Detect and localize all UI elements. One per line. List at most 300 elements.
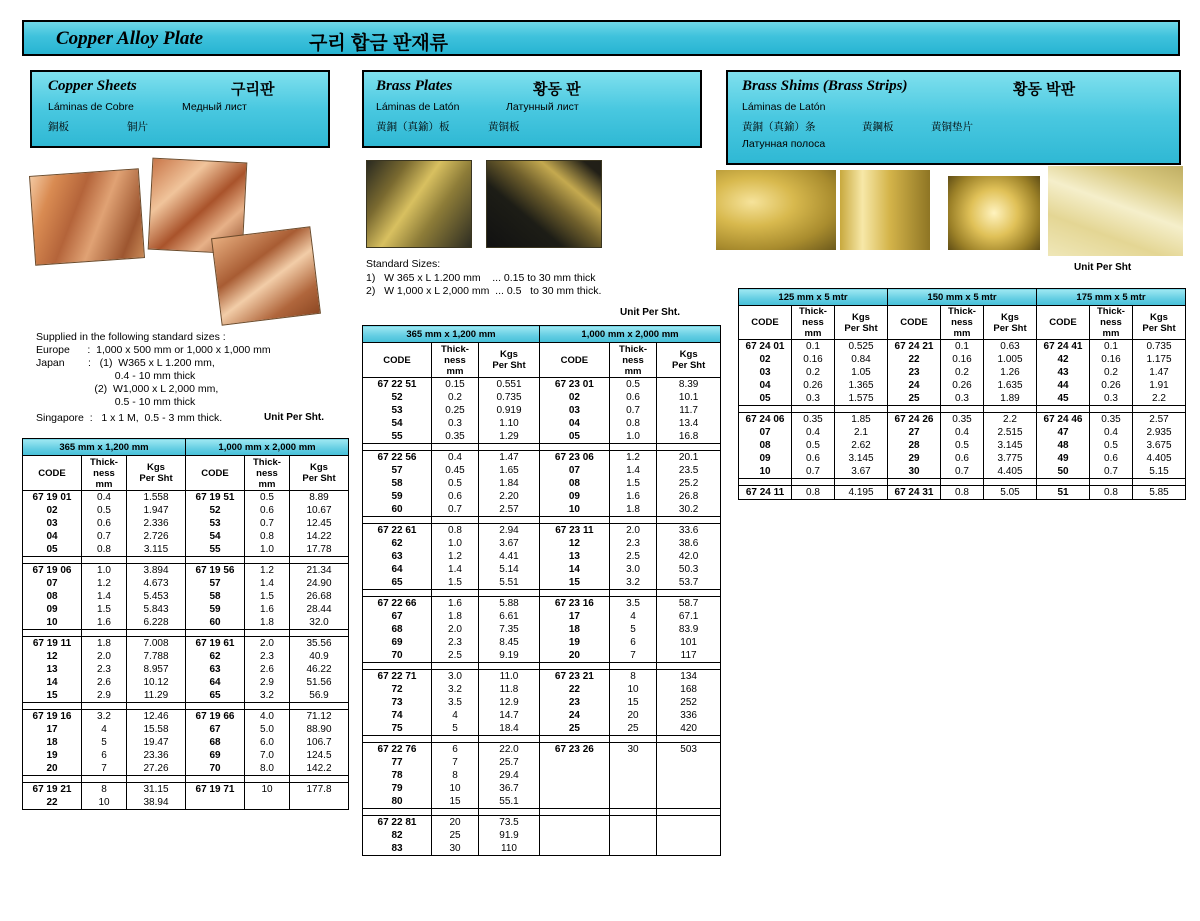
table-cell: 02: [739, 353, 792, 366]
shims-group-header-2: 175 mm x 5 mtr: [1037, 289, 1186, 306]
table-cell: 8: [609, 670, 657, 684]
brass-col-thickness-1: Thick- ness mm: [432, 343, 479, 378]
table-cell: 1.005: [984, 353, 1037, 366]
table-cell: 0.6: [245, 504, 290, 517]
table-cell: 13: [540, 550, 610, 563]
table-row: [363, 391, 721, 404]
table-cell: 42: [1037, 353, 1090, 366]
table-cell: 1.175: [1133, 353, 1186, 366]
table-cell: 67 19 21: [23, 783, 82, 797]
shims-col-thickness-1: Thick- ness mm: [792, 306, 835, 340]
table-cell: 2.5: [609, 550, 657, 563]
table-row: [363, 576, 721, 590]
table-cell: 0.5: [792, 439, 835, 452]
brass-group-header-0: 365 mm x 1,200 mm: [363, 326, 540, 343]
table-cell: 0.25: [432, 404, 479, 417]
table-cell: 0.1: [1090, 340, 1133, 354]
spacer-cell: [739, 479, 792, 486]
table-cell: 30: [432, 842, 479, 856]
table-cell: 14.22: [290, 530, 349, 543]
table-cell: 67 22 51: [363, 378, 432, 392]
page-title-bar: [22, 20, 1180, 56]
table-cell: 67 24 11: [739, 486, 792, 500]
table-cell: 0.5: [1090, 439, 1133, 452]
table-cell: 7: [432, 756, 479, 769]
brass-plates-table: [362, 325, 721, 856]
table-cell: 2.3: [432, 636, 479, 649]
table-row: [739, 366, 1186, 379]
table-cell: [657, 782, 721, 795]
table-cell: 26.68: [290, 590, 349, 603]
table-row: [363, 709, 721, 722]
spacer-cell: [127, 557, 186, 564]
table-cell: 51.56: [290, 676, 349, 689]
table-cell: 3.67: [479, 537, 540, 550]
table-cell: 2.0: [82, 650, 127, 663]
spacer-cell: [835, 406, 888, 413]
spacer-cell: [540, 444, 610, 451]
table-cell: 22: [23, 796, 82, 810]
table-cell: 59: [186, 603, 245, 616]
table-cell: 8.0: [245, 762, 290, 776]
table-cell: 67 22 71: [363, 670, 432, 684]
table-cell: 63: [186, 663, 245, 676]
table-cell: 02: [23, 504, 82, 517]
table-group-spacer: [23, 630, 349, 637]
shims-col-kgs-3: Kgs Per Sht: [1133, 306, 1186, 340]
table-cell: 08: [739, 439, 792, 452]
shims-col-code-2: CODE: [888, 306, 941, 340]
table-cell: 2.3: [82, 663, 127, 676]
table-cell: 11.7: [657, 404, 721, 417]
table-cell: 1.0: [609, 430, 657, 444]
table-cell: 0.551: [479, 378, 540, 392]
table-cell: 25: [432, 829, 479, 842]
table-cell: 47: [1037, 426, 1090, 439]
table-cell: 10.12: [127, 676, 186, 689]
table-cell: 48: [1037, 439, 1090, 452]
table-cell: 18: [23, 736, 82, 749]
photo-brass-shim-sheets: [1048, 166, 1183, 256]
spacer-cell: [290, 557, 349, 564]
brass-col-kgs-1: Kgs Per Sht: [479, 343, 540, 378]
spacer-cell: [657, 590, 721, 597]
table-cell: 83: [363, 842, 432, 856]
table-cell: 1.6: [82, 616, 127, 630]
table-cell: 0.7: [609, 404, 657, 417]
brass-group-header-1: 1,000 mm x 2,000 mm: [540, 326, 721, 343]
table-cell: 1.8: [432, 610, 479, 623]
table-cell: 1.5: [245, 590, 290, 603]
table-cell: 83.9: [657, 623, 721, 636]
table-cell: 23: [888, 366, 941, 379]
table-cell: 4: [609, 610, 657, 623]
table-cell: [540, 842, 610, 856]
table-cell: 15: [609, 696, 657, 709]
copper-col-thickness-1: Thick- ness mm: [82, 456, 127, 491]
brass-shims-title-kr: 황동 박판: [1013, 81, 1076, 98]
table-cell: 27: [888, 426, 941, 439]
table-row: [23, 577, 349, 590]
table-cell: 0.3: [941, 392, 984, 406]
table-cell: 67 24 21: [888, 340, 941, 354]
spacer-cell: [479, 809, 540, 816]
table-cell: 252: [657, 696, 721, 709]
table-cell: 8: [82, 783, 127, 797]
table-cell: 7.0: [245, 749, 290, 762]
table-cell: 0.8: [941, 486, 984, 500]
table-row: [363, 829, 721, 842]
table-cell: [540, 829, 610, 842]
section-header-copper-sheets: [30, 70, 330, 148]
table-cell: 20: [23, 762, 82, 776]
spacer-cell: [82, 703, 127, 710]
table-cell: 30.2: [657, 503, 721, 517]
table-cell: 10.1: [657, 391, 721, 404]
table-row: [23, 736, 349, 749]
table-cell: 2.20: [479, 490, 540, 503]
table-cell: 4.0: [245, 710, 290, 724]
table-cell: 19: [540, 636, 610, 649]
spacer-cell: [609, 736, 657, 743]
table-cell: 12.45: [290, 517, 349, 530]
table-cell: 0.26: [941, 379, 984, 392]
table-cell: 55: [186, 543, 245, 557]
table-cell: 5.51: [479, 576, 540, 590]
table-cell: 65: [186, 689, 245, 703]
table-cell: 67 22 56: [363, 451, 432, 465]
table-cell: 04: [23, 530, 82, 543]
table-cell: 22: [540, 683, 610, 696]
spacer-cell: [363, 809, 432, 816]
table-cell: 5.843: [127, 603, 186, 616]
shims-col-thickness-3: Thick- ness mm: [1090, 306, 1133, 340]
brass-plates-title-kr: 황동 판: [533, 81, 581, 98]
table-cell: 2.6: [245, 663, 290, 676]
table-cell: 18: [540, 623, 610, 636]
table-cell: 10: [432, 782, 479, 795]
table-cell: 4.195: [835, 486, 888, 500]
spacer-cell: [127, 703, 186, 710]
table-cell: 0.5: [432, 477, 479, 490]
table-cell: 1.89: [984, 392, 1037, 406]
spacer-cell: [479, 590, 540, 597]
table-cell: 1.26: [984, 366, 1037, 379]
table-cell: 05: [540, 430, 610, 444]
table-cell: 1.91: [1133, 379, 1186, 392]
table-cell: 1.0: [245, 543, 290, 557]
table-cell: 0.8: [792, 486, 835, 500]
table-cell: 67 22 61: [363, 524, 432, 538]
table-row: [363, 417, 721, 430]
table-cell: 1.2: [432, 550, 479, 563]
table-cell: 1.2: [82, 577, 127, 590]
spacer-cell: [1037, 406, 1090, 413]
brass-col-code-1: CODE: [363, 343, 432, 378]
table-cell: 67 19 56: [186, 564, 245, 578]
table-cell: 5: [432, 722, 479, 736]
table-row: [739, 340, 1186, 354]
table-cell: 134: [657, 670, 721, 684]
shims-group-header-1: 150 mm x 5 mtr: [888, 289, 1037, 306]
table-cell: 35.56: [290, 637, 349, 651]
table-cell: 4.41: [479, 550, 540, 563]
table-cell: 0.26: [1090, 379, 1133, 392]
table-cell: 2.3: [609, 537, 657, 550]
spacer-cell: [432, 517, 479, 524]
spacer-cell: [245, 703, 290, 710]
table-cell: 60: [186, 616, 245, 630]
spacer-cell: [984, 479, 1037, 486]
table-cell: 75: [363, 722, 432, 736]
table-cell: 4.673: [127, 577, 186, 590]
table-cell: 10: [609, 683, 657, 696]
table-cell: 30: [609, 743, 657, 757]
shims-col-thickness-2: Thick- ness mm: [941, 306, 984, 340]
table-cell: 09: [23, 603, 82, 616]
spacer-cell: [1090, 479, 1133, 486]
table-cell: 5.88: [479, 597, 540, 611]
table-cell: 21.34: [290, 564, 349, 578]
table-cell: 1.6: [245, 603, 290, 616]
table-cell: 03: [739, 366, 792, 379]
spacer-cell: [82, 557, 127, 564]
section-header-brass-shims: [726, 70, 1181, 165]
table-cell: 64: [363, 563, 432, 576]
table-cell: 0.6: [1090, 452, 1133, 465]
table-cell: 43: [1037, 366, 1090, 379]
table-row: [363, 430, 721, 444]
table-cell: 67 23 11: [540, 524, 610, 538]
table-cell: 1.558: [127, 491, 186, 505]
table-cell: 29: [888, 452, 941, 465]
table-cell: 25.2: [657, 477, 721, 490]
table-cell: 67 23 26: [540, 743, 610, 757]
table-cell: 08: [23, 590, 82, 603]
table-cell: 67 22 76: [363, 743, 432, 757]
table-cell: 3.145: [984, 439, 1037, 452]
table-cell: 09: [739, 452, 792, 465]
table-cell: 2.336: [127, 517, 186, 530]
table-cell: 12: [23, 650, 82, 663]
table-cell: 38.94: [127, 796, 186, 810]
table-cell: 2.57: [1133, 413, 1186, 427]
spacer-cell: [941, 406, 984, 413]
spacer-cell: [432, 736, 479, 743]
table-cell: 10.67: [290, 504, 349, 517]
table-cell: 0.8: [609, 417, 657, 430]
table-row: [363, 563, 721, 576]
table-cell: 33.6: [657, 524, 721, 538]
table-cell: 53: [186, 517, 245, 530]
table-cell: 40.9: [290, 650, 349, 663]
table-group-spacer: [363, 444, 721, 451]
table-cell: 63: [363, 550, 432, 563]
brass-shims-sub-ru: Латунная полоса: [742, 138, 826, 150]
table-cell: [609, 816, 657, 830]
table-cell: 0.16: [792, 353, 835, 366]
table-cell: 5: [609, 623, 657, 636]
table-cell: 2.9: [82, 689, 127, 703]
table-cell: 15: [540, 576, 610, 590]
table-cell: 1.635: [984, 379, 1037, 392]
table-cell: 17: [540, 610, 610, 623]
table-cell: 25: [540, 722, 610, 736]
table-row: [363, 842, 721, 856]
brass-shims-sub-jp: 黄銅（真鍮）条: [742, 121, 816, 133]
table-cell: 0.2: [1090, 366, 1133, 379]
table-cell: [609, 782, 657, 795]
table-cell: 52: [363, 391, 432, 404]
table-cell: 0.7: [792, 465, 835, 479]
table-cell: 54: [186, 530, 245, 543]
table-cell: 8.39: [657, 378, 721, 392]
brass-shims-table: [738, 288, 1186, 500]
copper-sheets-title-en: Copper Sheets: [48, 78, 137, 94]
table-cell: 22: [888, 353, 941, 366]
table-cell: 14: [540, 563, 610, 576]
table-cell: 4: [432, 709, 479, 722]
spacer-cell: [432, 809, 479, 816]
shims-col-kgs-2: Kgs Per Sht: [984, 306, 1037, 340]
table-cell: 25: [888, 392, 941, 406]
table-cell: 0.8: [1090, 486, 1133, 500]
table-cell: 1.65: [479, 464, 540, 477]
table-cell: 3.894: [127, 564, 186, 578]
table-row: [363, 670, 721, 684]
spacer-cell: [363, 444, 432, 451]
table-cell: 5.85: [1133, 486, 1186, 500]
table-cell: 19: [23, 749, 82, 762]
table-cell: 67 23 06: [540, 451, 610, 465]
table-cell: 3.775: [984, 452, 1037, 465]
table-cell: 124.5: [290, 749, 349, 762]
brass-std-line-1: 2) W 1,000 x L 2,000 mm ... 0.5 to 30 mm thick.: [366, 285, 602, 297]
spacer-cell: [609, 809, 657, 816]
copper-supply-line-5: Singapore : 1 x 1 M, 0.5 - 3 mm thick.: [36, 412, 223, 424]
spacer-cell: [609, 444, 657, 451]
table-cell: 0.4: [792, 426, 835, 439]
table-row: [363, 378, 721, 392]
table-cell: 6: [609, 636, 657, 649]
table-cell: 6.228: [127, 616, 186, 630]
photo-brass-plate-1: [366, 160, 472, 248]
table-row: [363, 490, 721, 503]
table-group-spacer: [23, 703, 349, 710]
table-column-header-row: [739, 306, 1186, 340]
spacer-cell: [835, 479, 888, 486]
table-cell: 91.9: [479, 829, 540, 842]
table-cell: 24: [540, 709, 610, 722]
table-row: [363, 451, 721, 465]
table-cell: 72: [363, 683, 432, 696]
table-cell: 0.5: [609, 378, 657, 392]
spacer-cell: [127, 630, 186, 637]
table-cell: 67 24 06: [739, 413, 792, 427]
spacer-cell: [540, 590, 610, 597]
table-cell: 14: [23, 676, 82, 689]
table-cell: 54: [363, 417, 432, 430]
table-cell: 67 19 01: [23, 491, 82, 505]
table-cell: 14.7: [479, 709, 540, 722]
copper-supply-line-0: Europe : 1,000 x 500 mm or 1,000 x 1,000 mm: [36, 344, 271, 356]
table-cell: 0.4: [82, 491, 127, 505]
table-cell: 20.1: [657, 451, 721, 465]
table-row: [23, 590, 349, 603]
table-cell: 67 23 21: [540, 670, 610, 684]
spacer-cell: [609, 590, 657, 597]
table-row: [363, 464, 721, 477]
table-cell: 67 22 81: [363, 816, 432, 830]
table-cell: 0.735: [479, 391, 540, 404]
table-cell: 67 19 71: [186, 783, 245, 797]
table-cell: 11.0: [479, 670, 540, 684]
brass-std-title: Standard Sizes:: [366, 258, 441, 270]
table-row: [23, 796, 349, 810]
spacer-cell: [82, 776, 127, 783]
table-cell: 67 19 66: [186, 710, 245, 724]
photo-brass-shim-coil: [948, 176, 1040, 250]
spacer-cell: [23, 703, 82, 710]
table-row: [23, 710, 349, 724]
table-cell: 5.0: [245, 723, 290, 736]
spacer-cell: [888, 406, 941, 413]
table-cell: 177.8: [290, 783, 349, 797]
table-group-spacer: [363, 663, 721, 670]
table-cell: 20: [432, 816, 479, 830]
table-group-spacer: [363, 736, 721, 743]
table-cell: 3.5: [432, 696, 479, 709]
table-row: [363, 696, 721, 709]
table-group-spacer: [739, 479, 1186, 486]
spacer-cell: [363, 590, 432, 597]
table-cell: 4.405: [1133, 452, 1186, 465]
table-cell: 73.5: [479, 816, 540, 830]
table-cell: 6: [82, 749, 127, 762]
spacer-cell: [363, 517, 432, 524]
table-cell: 8: [432, 769, 479, 782]
table-cell: 0.3: [432, 417, 479, 430]
table-cell: 04: [739, 379, 792, 392]
table-cell: 7: [82, 762, 127, 776]
table-row: [23, 689, 349, 703]
table-cell: 503: [657, 743, 721, 757]
table-cell: 2.1: [835, 426, 888, 439]
table-cell: 0.4: [432, 451, 479, 465]
table-row: [739, 353, 1186, 366]
table-cell: 53: [363, 404, 432, 417]
table-cell: 67 22 66: [363, 597, 432, 611]
table-cell: 24: [888, 379, 941, 392]
table-cell: 25.7: [479, 756, 540, 769]
table-cell: 11.29: [127, 689, 186, 703]
table-cell: 32.0: [290, 616, 349, 630]
table-cell: 2.515: [984, 426, 1037, 439]
table-cell: 8.957: [127, 663, 186, 676]
table-cell: 09: [540, 490, 610, 503]
table-cell: 0.4: [1090, 426, 1133, 439]
table-row: [739, 452, 1186, 465]
table-cell: 23.5: [657, 464, 721, 477]
spacer-cell: [479, 663, 540, 670]
table-row: [739, 413, 1186, 427]
table-cell: 2.9: [245, 676, 290, 689]
table-cell: [657, 795, 721, 809]
copper-supply-line-2: 0.4 - 10 mm thick: [36, 370, 196, 382]
table-cell: 22.0: [479, 743, 540, 757]
table-cell: [290, 796, 349, 810]
table-cell: [609, 829, 657, 842]
